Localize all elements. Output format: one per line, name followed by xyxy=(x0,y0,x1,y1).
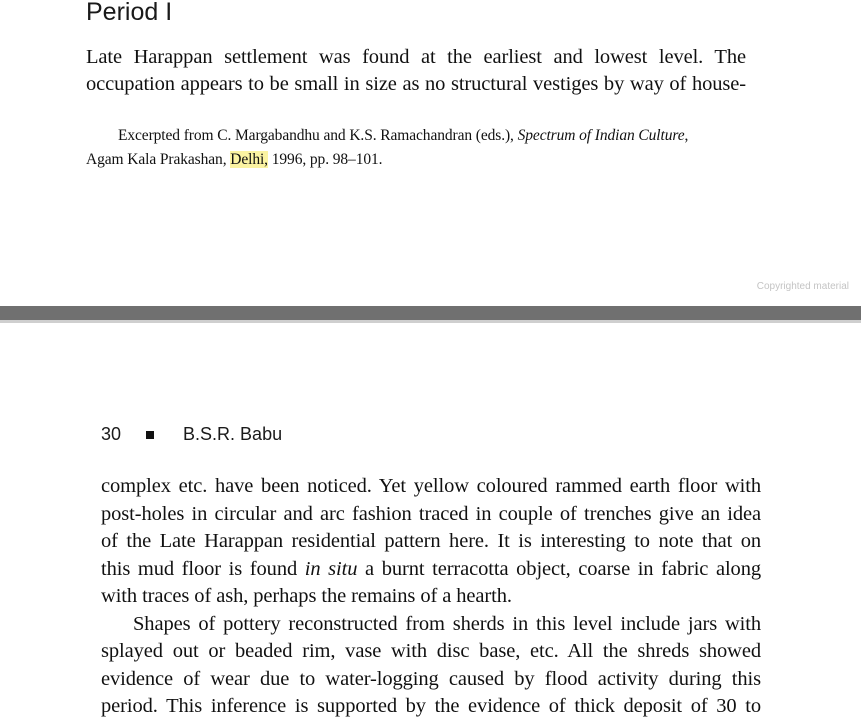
bullet-separator xyxy=(146,431,154,439)
text: a burnt terracotta object, coarse in fabric along xyxy=(357,557,761,580)
highlighted-text[interactable]: Delhi, xyxy=(230,151,268,168)
page-divider xyxy=(0,306,861,320)
page-number: 30 xyxy=(101,424,122,444)
text: this mud floor is found xyxy=(101,557,305,580)
text: Excerpted from C. Margabandhu and K.S. Ramachandran (eds.), xyxy=(118,127,518,144)
book-page-top xyxy=(0,0,861,306)
text-line xyxy=(101,556,761,584)
source-note xyxy=(86,124,748,172)
text-line: Late Harappan settlement was found at the earliest and lowest level. The xyxy=(86,46,746,68)
text-line: post-holes in circular and arc fashion traced in couple of trenches give an idea xyxy=(101,502,761,525)
text-line: Shapes of pottery reconstructed from sherds in this level include jars with xyxy=(133,612,761,635)
source-note-line xyxy=(86,124,748,148)
section-heading: Period I xyxy=(86,0,173,26)
text-line: splayed out or beaded rim, vase with disc base, etc. All the shreds showed xyxy=(101,640,761,662)
text: Agam Kala Prakashan, xyxy=(86,151,231,168)
text-line: occupation appears to be small in size as no structural vestiges by way of house- xyxy=(86,73,746,95)
copyright-watermark: Copyrighted material xyxy=(756,281,849,292)
paragraph xyxy=(86,44,746,98)
running-header xyxy=(101,424,282,445)
text-line: with traces of ash, perhaps the remains of a hearth. xyxy=(101,585,512,607)
text-line: of the Late Harappan residential pattern here. It is interesting to note that on xyxy=(101,530,761,552)
text: , xyxy=(684,127,689,144)
italic-text: in situ xyxy=(304,557,358,580)
book-title: Spectrum of Indian Culture xyxy=(517,127,685,144)
body-text xyxy=(101,473,761,721)
text-line: period. This inference is supported by the evidence of thick deposit of 30 to xyxy=(101,695,761,717)
text-line: evidence of wear due to water-logging caused by flood activity during this xyxy=(101,667,761,690)
source-note-line xyxy=(86,148,748,172)
author-name: B.S.R. Babu xyxy=(183,424,283,444)
text-line: complex etc. have been noticed. Yet yellow coloured rammed earth floor with xyxy=(101,475,761,497)
book-page-bottom xyxy=(0,323,861,717)
text: 1996, pp. 98–101. xyxy=(267,151,383,168)
